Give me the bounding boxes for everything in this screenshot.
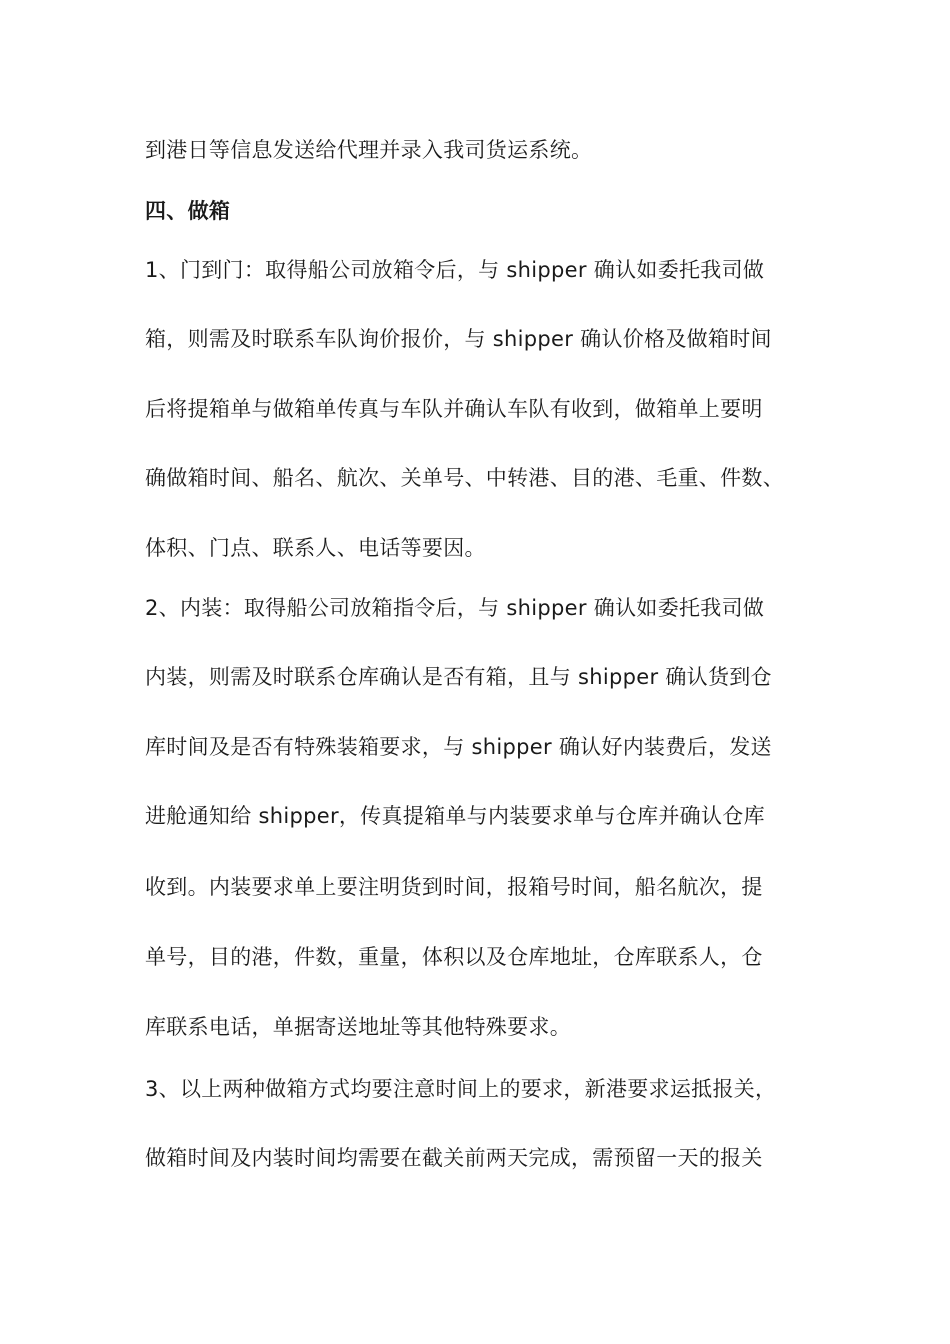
paragraph-line: 1、门到门：取得船公司放箱令后，与 shipper 确认如委托我司做 [145, 258, 765, 282]
paragraph-line: 单号，目的港，件数，重量，体积以及仓库地址，仓库联系人，仓 [145, 945, 763, 969]
paragraph-line: 库时间及是否有特殊装箱要求，与 shipper 确认好内装费后，发送 [145, 735, 772, 759]
paragraph-line: 进舱通知给 shipper，传真提箱单与内装要求单与仓库并确认仓库 [145, 804, 765, 828]
paragraph-line: 确做箱时间、船名、航次、关单号、中转港、目的港、毛重、件数、 [145, 466, 784, 490]
paragraph-line: 2、内装：取得船公司放箱指令后，与 shipper 确认如委托我司做 [145, 596, 765, 620]
paragraph-line: 收到。内装要求单上要注明货到时间，报箱号时间，船名航次，提 [145, 875, 763, 899]
paragraph-line: 到港日等信息发送给代理并录入我司货运系统。 [145, 138, 593, 162]
paragraph-line: 箱，则需及时联系车队询价报价，与 shipper 确认价格及做箱时间 [145, 327, 772, 351]
paragraph-line: 内装，则需及时联系仓库确认是否有箱，且与 shipper 确认货到仓 [145, 665, 772, 689]
paragraph-line: 库联系电话，单据寄送地址等其他特殊要求。 [145, 1015, 571, 1039]
paragraph-line: 后将提箱单与做箱单传真与车队并确认车队有收到，做箱单上要明 [145, 397, 763, 421]
paragraph-line: 3、以上两种做箱方式均要注意时间上的要求，新港要求运抵报关， [145, 1077, 777, 1101]
paragraph-line: 做箱时间及内装时间均需要在截关前两天完成，需预留一天的报关 [145, 1146, 763, 1170]
section-heading: 四、做箱 [145, 199, 231, 223]
paragraph-line: 体积、门点、联系人、电话等要因。 [145, 536, 486, 560]
